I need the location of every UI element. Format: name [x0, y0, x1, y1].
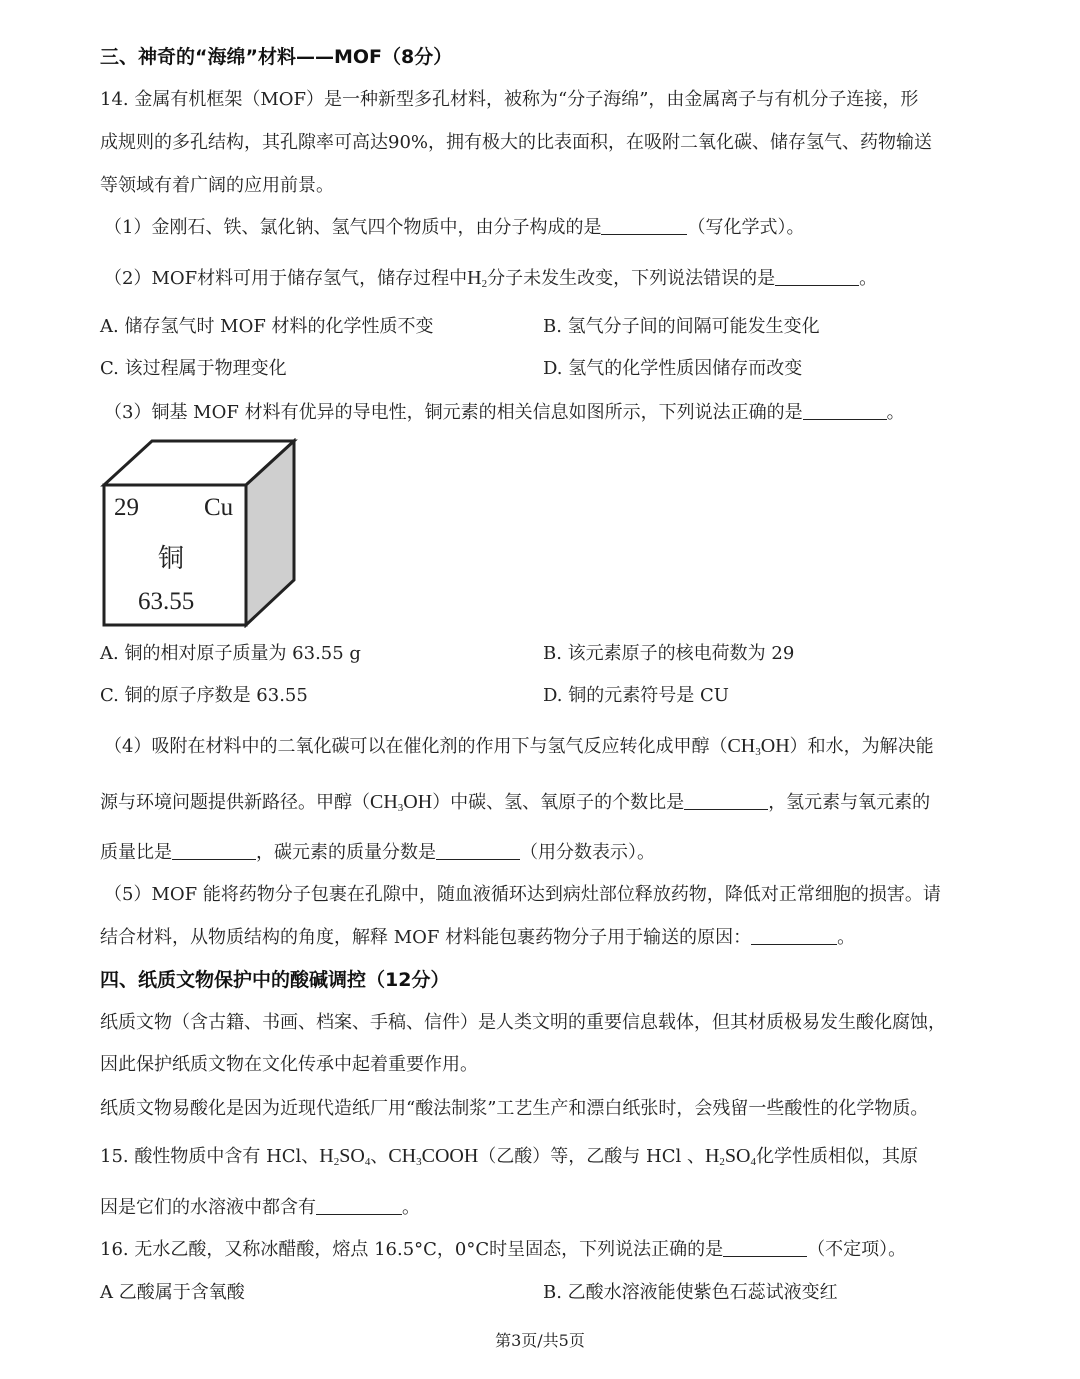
formula-sub: 2	[719, 1156, 725, 1168]
q14-part-3-text: （3）铜基 MOF 材料有优异的导电性，铜元素的相关信息如图所示，下列说法正确的是	[104, 402, 803, 423]
methanol-formula	[727, 735, 789, 757]
q14-part-4-text-f: 质量比是	[100, 842, 172, 863]
formula-part: CH	[370, 791, 398, 813]
q14-part-5-line-2	[100, 926, 855, 950]
q14-part-4-line-2	[100, 790, 930, 815]
formula-sub: 3	[397, 802, 404, 814]
formula-part: H	[319, 1145, 334, 1167]
formula-part: SO	[724, 1145, 751, 1167]
q14-part-2-end: 。	[859, 268, 878, 289]
sulfuric-acid-formula	[319, 1145, 370, 1167]
answer-blank[interactable]	[803, 403, 887, 420]
q16-text: 16. 无水乙酸，又称冰醋酸，熔点 16.5°C，0°C时呈固态，下列说法正确的是	[100, 1239, 724, 1260]
page-number: 第3页/共5页	[495, 1331, 585, 1350]
formula-part: OH	[403, 791, 433, 813]
section-4-para-1-line-1: 纸质文物（含古籍、书画、档案、手稿、信件）是人类文明的重要信息载体，但其材质极易发生酸化腐蚀，	[100, 1012, 946, 1033]
q16-option-b: B. 乙酸水溶液能使紫色石蕊试液变红	[543, 1282, 838, 1303]
formula-sub: 3	[416, 1156, 422, 1168]
atomic-number: 29	[114, 494, 139, 521]
formula-part: CH	[727, 735, 756, 757]
q14-part-1	[104, 216, 804, 240]
methanol-formula	[370, 791, 432, 813]
formula-sub: 2	[333, 1156, 340, 1168]
q14-3-option-c: C. 铜的原子序数是 63.55	[100, 685, 308, 706]
q14-part-4-text-e: ，氢元素与氧元素的	[768, 792, 931, 813]
q14-part-4-line-3	[100, 841, 655, 865]
q15-line-2	[100, 1196, 420, 1220]
copper-element-box	[100, 438, 300, 628]
q14-2-option-c: C. 该过程属于物理变化	[100, 358, 287, 379]
q14-part-2-text-b: 分子未发生改变，下列说法错误的是	[487, 268, 776, 289]
q14-part-1-text: （1）金刚石、铁、氯化钠、氢气四个物质中，由分子构成的是	[104, 217, 602, 238]
atomic-mass: 63.55	[138, 588, 195, 615]
q14-2-option-a: A. 储存氢气时 MOF 材料的化学性质不变	[100, 316, 434, 337]
q14-intro-line-2: 成规则的多孔结构，其孔隙率可高达90%，拥有极大的比表面积，在吸附二氧化碳、储存氢气、药物输送	[100, 132, 933, 153]
element-cube-graphic	[100, 438, 300, 628]
answer-blank[interactable]	[436, 843, 520, 860]
formula-sub: 4	[364, 1156, 371, 1168]
q14-part-4-line-1	[104, 734, 934, 759]
q15-text-c: 化学性质相似，其原	[756, 1146, 918, 1167]
q15-text-d: 因是它们的水溶液中都含有	[100, 1197, 316, 1218]
q14-part-4-text-h: （用分数表示）。	[520, 842, 655, 863]
q14-3-option-b: B. 该元素原子的核电荷数为 29	[543, 643, 795, 664]
answer-blank[interactable]	[775, 269, 859, 286]
q14-intro-line-3: 等领域有着广阔的应用前景。	[100, 175, 334, 196]
q15-text-b: （乙酸）等，乙酸与 HCl 、	[478, 1146, 705, 1167]
formula-part: H	[704, 1145, 720, 1167]
q14-part-3-end: 。	[886, 402, 905, 423]
formula-sub: 3	[755, 746, 761, 758]
answer-blank[interactable]	[684, 793, 768, 810]
element-symbol: Cu	[204, 494, 234, 521]
q15-line-1	[100, 1144, 918, 1169]
formula-part: CH	[388, 1145, 417, 1167]
h2-formula	[467, 267, 487, 289]
separator: 、	[370, 1146, 389, 1167]
q14-3-option-d: D. 铜的元素符号是 CU	[543, 685, 729, 706]
q14-part-2	[104, 266, 877, 291]
section-4-title: 四、纸质文物保护中的酸碱调控（12分）	[100, 969, 450, 991]
q16-line-1	[100, 1238, 906, 1262]
q14-intro-line-1: 14. 金属有机框架（MOF）是一种新型多孔材料，被称为“分子海绵”，由金属离子与有机分子连接，形	[100, 89, 919, 110]
section-3-title: 三、神奇的“海绵”材料——MOF（8分）	[100, 46, 453, 68]
q14-2-option-d: D. 氢气的化学性质因储存而改变	[543, 358, 803, 379]
q16-option-a: A 乙酸属于含氧酸	[100, 1282, 245, 1303]
q14-3-option-a: A. 铜的相对原子质量为 63.55 g	[100, 643, 361, 664]
answer-blank[interactable]	[723, 1240, 807, 1257]
q16-note: （不定项）。	[807, 1239, 907, 1260]
section-4-para-2: 纸质文物易酸化是因为近现代造纸厂用“酸法制浆”工艺生产和漂白纸张时，会残留一些酸性的化学物质。	[100, 1098, 929, 1119]
q14-part-4-text-b: ）和水，为解决能	[789, 736, 934, 757]
element-name: 铜	[158, 544, 185, 574]
answer-blank[interactable]	[316, 1198, 402, 1215]
q14-part-5-text: 结合材料，从物质结构的角度，解释 MOF 材料能包裹药物分子用于输送的原因：	[100, 927, 752, 948]
q14-part-5-line-1: （5）MOF 能将药物分子包裹在孔隙中，随血液循环达到病灶部位释放药物，降低对正常细胞的损害。请	[104, 884, 941, 905]
answer-blank[interactable]	[751, 928, 837, 945]
q14-part-3	[104, 401, 905, 425]
q14-2-option-b: B. 氢气分子间的间隔可能发生变化	[543, 316, 820, 337]
formula-part: SO	[339, 1145, 365, 1167]
sulfuric-acid-formula	[705, 1145, 756, 1167]
q14-part-2-text: （2）MOF材料可用于储存氢气，储存过程中	[104, 268, 468, 289]
q14-part-5-end: 。	[837, 927, 856, 948]
q14-part-4-text-d: ）中碳、氢、氧原子的个数比是	[432, 792, 685, 813]
section-4-para-1-line-2: 因此保护纸质文物在文化传承中起着重要作用。	[100, 1054, 478, 1075]
q14-part-4-text-g: ，碳元素的质量分数是	[256, 842, 436, 863]
formula-part: OH	[760, 735, 790, 757]
formula-h: H	[467, 267, 482, 289]
answer-blank[interactable]	[172, 843, 256, 860]
q14-part-1-note: （写化学式）。	[687, 217, 805, 238]
answer-blank[interactable]	[601, 218, 687, 235]
formula-sub: 2	[481, 278, 488, 290]
q15-text: 15. 酸性物质中含有 HCl、	[100, 1146, 320, 1167]
q14-part-4-text: （4）吸附在材料中的二氧化碳可以在催化剂的作用下与氢气反应转化成甲醇（	[104, 736, 728, 757]
q14-part-4-text-c: 源与环境问题提供新路径。甲醇（	[100, 792, 370, 813]
formula-part: COOH	[421, 1145, 479, 1167]
q15-end: 。	[402, 1197, 420, 1218]
acetic-acid-formula	[388, 1145, 478, 1167]
formula-sub: 4	[750, 1156, 756, 1168]
